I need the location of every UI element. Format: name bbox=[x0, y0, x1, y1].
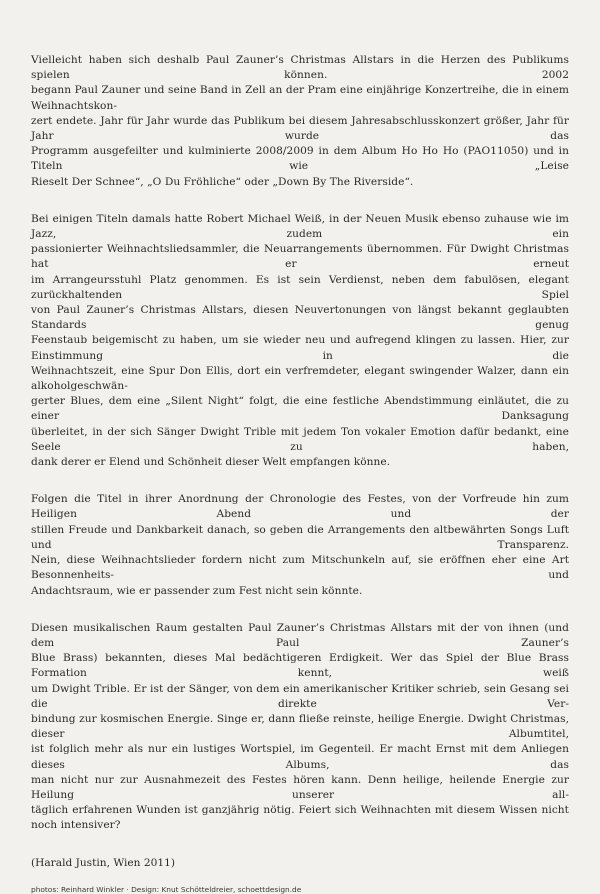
text-line: begann Paul Zauner und seine Band in Zell an der Pram eine einjährige Konzertreihe, die in einem Weihnachtskon- bbox=[31, 84, 569, 112]
text-line: passionierter Weihnachtsliedsammler, die Neuarrangements übernommen. Für Dwight Christmas hat er erneut bbox=[31, 243, 569, 271]
text-line: zert endete. Jahr für Jahr wurde das Publikum bei diesem Jahresabschlusskonzert größer, Jahr für Jahr wurde das bbox=[31, 114, 569, 143]
text-line: täglich erfahrenen Wunden ist ganzjährig nötig. Feiert sich Weihnachten mit diesem Wissen nicht noch intensiver? bbox=[31, 804, 569, 832]
body-text bbox=[31, 53, 569, 834]
author-signature: (Harald Justin, Wien 2011) bbox=[31, 856, 175, 869]
text-line: Vielleicht haben sich deshalb Paul Zauner’s Christmas Allstars in die Herzen des Publikums spielen können. 2002 bbox=[31, 54, 569, 82]
text-line: bindung zur kosmischen Energie. Singe er, dann fließe reinste, heilige Energie. Dwight Christmas, dieser Albumtitel, bbox=[31, 712, 569, 741]
text-line: Nein, diese Weihnachtslieder fordern nicht zum Mitschunkeln auf, sie eröffnen eher eine Art Besonnenheits- und bbox=[31, 554, 569, 582]
paragraph-4 bbox=[31, 621, 569, 834]
text-line: Blue Brass) bekannten, dieses Mal bedächtigeren Erdigkeit. Wer das Spiel der Blue Brass Formation kennt, weiß bbox=[31, 652, 569, 680]
photo-design-credits: photos: Reinhard Winkler · Design: Knut Schötteldreier, schoettdesign.de bbox=[31, 884, 302, 894]
text-line: überleitet, in der sich Sänger Dwight Trible mit jedem Ton vokaler Emotion dafür bedankt, eine Seele zu haben, bbox=[31, 425, 569, 453]
text-line: man nicht nur zur Ausnahmezeit des Festes hören kann. Denn heilige, heilende Energie zur Heilung unserer all- bbox=[31, 773, 569, 801]
text-line: Folgen die Titel in ihrer Anordnung der Chronologie des Festes, von der Vorfreude hin zum Heiligen Abend und der bbox=[31, 493, 569, 521]
text-line: Weihnachtszeit, eine Spur Don Ellis, dort ein verfremdeter, elegant swingender Walzer, dann ein alkoholgeschwän- bbox=[31, 364, 569, 393]
text-line: ist folglich mehr als nur ein lustiges Wortspiel, im Gegenteil. Er macht Ernst mit dem Anliegen dieses Albums, das bbox=[31, 743, 569, 771]
text-line: um Dwight Trible. Er ist der Sänger, von dem ein amerikanischer Kritiker schrieb, sein Gesang sei die direkte Ver- bbox=[31, 682, 569, 710]
text-line: gerter Blues, dem eine „Silent Night“ folgt, die eine festliche Abendstimmung einläutet, die zu einer Danksagung bbox=[31, 395, 569, 423]
text-line: Programm ausgefeilter und kulminierte 2008/2009 in dem Album Ho Ho Ho (PAO11050) und in Titeln wie „Leise bbox=[31, 145, 569, 173]
text-line: im Arrangeursstuhl Platz genommen. Es ist sein Verdienst, neben dem fabulösen, elegant zurückhaltenden Spiel bbox=[31, 273, 569, 301]
text-line: Rieselt Der Schnee“, „O Du Fröhliche“ oder „Down By The Riverside“. bbox=[31, 175, 414, 188]
text-line: Diesen musikalischen Raum gestalten Paul Zauner’s Christmas Allstars mit der von ihnen (und dem Paul Zauner’s bbox=[31, 621, 569, 649]
paragraph-2 bbox=[31, 212, 569, 470]
text-line: dank derer er Elend und Schönheit dieser Welt empfangen könne. bbox=[31, 456, 391, 469]
paragraph-3 bbox=[31, 492, 569, 598]
text-line: von Paul Zauner’s Christmas Allstars, diesen Neuvertonungen von längst bekannt geglaubten Standards genug bbox=[31, 304, 569, 332]
paragraph-1 bbox=[31, 53, 569, 190]
text-line: Andachtsraum, wie er passender zum Fest nicht sein könnte. bbox=[31, 584, 363, 597]
text-line: Feenstaub beigemischt zu haben, um sie wieder neu und aufregend klingen zu lassen. Hier, zur Einstimmung in die bbox=[31, 334, 569, 362]
text-line: Bei einigen Titeln damals hatte Robert Michael Weiß, in der Neuen Musik ebenso zuhause wie im Jazz, zudem ein bbox=[31, 212, 569, 241]
text-line: stillen Freude und Dankbarkeit danach, so geben die Arrangements den altbewährten Songs Luft und Transparenz. bbox=[31, 523, 569, 551]
